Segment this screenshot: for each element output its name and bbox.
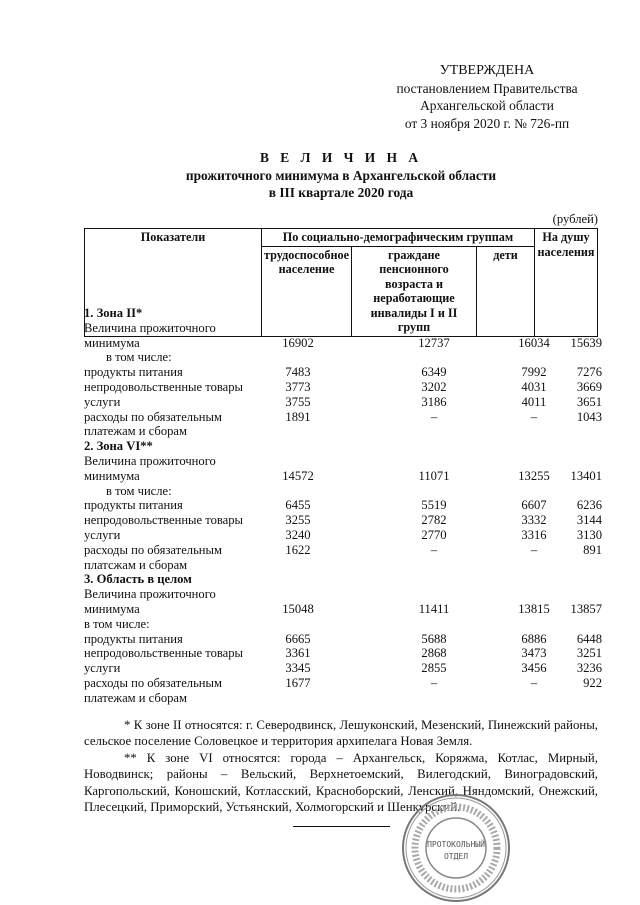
row-value: –	[530, 542, 538, 557]
table-row	[84, 454, 598, 469]
approval-line: Архангельской области	[420, 98, 554, 113]
table-row	[84, 646, 602, 661]
header-working: трудоспособное население	[262, 246, 352, 336]
header-pensioners: граждане пенсионного возраста и неработающие инвалиды I и II групп	[352, 246, 477, 336]
header-groups: По социально-демографическим группам	[262, 229, 535, 247]
section-heading-row	[84, 572, 598, 587]
table-body	[84, 306, 602, 706]
table-row	[84, 365, 602, 380]
table-row	[84, 527, 602, 543]
section-heading-row	[84, 306, 598, 321]
row-label: 1. Зона II*	[84, 306, 143, 320]
row-value: 3255	[285, 513, 311, 528]
table-row	[84, 631, 602, 647]
row-value: 3473	[521, 646, 547, 661]
row-value: 6448	[576, 631, 602, 646]
row-label: продукты питания	[84, 631, 183, 646]
title-line: в III квартале 2020 года	[268, 185, 414, 200]
stamp-text: ОТДЕЛ	[443, 852, 469, 861]
row-value: 922	[583, 675, 602, 690]
row-value: 6607	[521, 498, 547, 513]
row-value: 15639	[570, 335, 602, 350]
row-value: 16902	[282, 335, 314, 350]
table-row	[84, 513, 602, 528]
row-label: расходы по обязательным	[84, 409, 222, 424]
row-label: Величина прожиточного	[84, 320, 216, 335]
stamp-seal	[400, 792, 512, 904]
row-value: –	[430, 542, 438, 557]
row-label: расходы по обязательным	[84, 542, 222, 557]
row-value: 3456	[521, 661, 547, 676]
row-value: 7276	[576, 365, 602, 380]
row-value: –	[530, 675, 538, 690]
footnote: * К зоне II относятся: г. Северодвинск, Лешуконский, Мезенский, Пинежский районы, сельское поселение Соловецкое и территория архипелага Новая Земля.	[84, 718, 598, 749]
row-label: платежам и сборам	[84, 424, 187, 439]
document-title	[84, 149, 598, 202]
row-value: 3755	[285, 394, 311, 409]
row-value: 6886	[521, 631, 547, 646]
row-value: 1622	[285, 542, 311, 557]
row-value: –	[430, 409, 438, 424]
row-label: в том числе:	[84, 616, 150, 631]
row-value: 13255	[518, 468, 550, 483]
table-row	[84, 617, 598, 632]
row-label: 3. Область в целом	[84, 572, 192, 587]
row-label: непродовольственные товары	[84, 379, 244, 394]
row-label: услуги	[84, 394, 121, 409]
row-value: 3651	[576, 394, 602, 409]
row-value: 5688	[421, 631, 447, 646]
table-row	[84, 409, 602, 425]
row-value: 6349	[421, 365, 447, 380]
row-value: 2855	[421, 661, 447, 676]
row-label: продукты питания	[84, 498, 183, 513]
title-word: В Е Л И Ч И Н А	[259, 150, 423, 165]
row-value: 1891	[285, 409, 311, 424]
table-row	[84, 424, 598, 439]
row-value: 2782	[421, 513, 447, 528]
approval-line: от 3 ноября 2020 г. № 726-пп	[404, 115, 570, 131]
table-row	[84, 498, 602, 513]
row-value: 3240	[285, 527, 311, 542]
row-value: 13815	[518, 601, 550, 616]
row-value: 3773	[285, 379, 311, 394]
header-indicators: Показатели	[85, 229, 262, 337]
table-row	[84, 542, 602, 558]
row-label: непродовольственные товары	[84, 646, 244, 661]
row-label: минимума	[84, 335, 140, 350]
row-value: 3332	[521, 513, 547, 528]
table-row	[84, 558, 598, 573]
row-label: Величина прожиточного	[84, 587, 216, 602]
table-row	[84, 601, 602, 617]
footnote: ** К зоне VI относятся: города – Архангельск, Коряжма, Котлас, Мирный, Новодвинск; районы – Вельский, Верхнетоемский, Вилегодский, Виноградовский, Каргопольский, Коношский, Котласский, Красноборский, Ленский, Няндомский, Онежский, Плесецкий, Приморский, Устьянский, Холмогорский и Шенкурский.	[84, 750, 598, 815]
row-value: –	[530, 409, 538, 424]
row-value: 1043	[576, 409, 602, 424]
row-value: 11071	[418, 468, 450, 483]
row-value: 4031	[521, 379, 547, 394]
row-value: 3144	[576, 513, 602, 528]
stamp-text: ПРОТОКОЛЬНЫЙ	[427, 840, 485, 849]
table-row	[84, 321, 598, 336]
row-value: 3236	[576, 661, 602, 676]
row-value: 15048	[282, 601, 314, 616]
row-label: Величина прожиточного	[84, 453, 216, 468]
row-value: 14572	[282, 468, 314, 483]
row-value: 3186	[421, 394, 447, 409]
row-value: 5519	[421, 498, 447, 513]
row-value: 13857	[570, 601, 602, 616]
row-value: 2770	[421, 527, 447, 542]
row-label: минимума	[84, 601, 140, 616]
row-value: 1677	[285, 675, 311, 690]
table-row	[84, 394, 602, 410]
row-label: платсжам и сборам	[84, 557, 188, 572]
row-value: 2868	[421, 646, 447, 661]
table-row	[84, 350, 598, 365]
row-value: 13401	[570, 468, 602, 483]
approval-heading: УТВЕРЖДЕНА	[439, 63, 535, 78]
table-row	[84, 379, 602, 395]
table-row	[84, 675, 602, 691]
row-value: 4011	[521, 394, 547, 409]
section-heading-row	[84, 439, 598, 454]
row-value: 7483	[285, 365, 311, 380]
row-value: 6236	[576, 498, 602, 513]
row-value: 16034	[518, 335, 550, 350]
row-label: продукты питания	[84, 365, 183, 380]
header-per-capita: На душу населения	[535, 229, 598, 337]
row-value: 12737	[418, 335, 450, 350]
row-value: 891	[583, 542, 602, 557]
row-value: 7992	[521, 365, 547, 380]
row-label: минимума	[84, 468, 140, 483]
footnotes	[84, 717, 598, 815]
table-row	[84, 691, 598, 706]
table-row	[84, 587, 598, 602]
row-value: –	[430, 675, 438, 690]
title-line: прожиточного минимума в Архангельской области	[185, 167, 497, 183]
row-value: 6455	[285, 498, 311, 513]
header-children: дети	[477, 246, 535, 336]
table-row	[84, 468, 602, 484]
row-value: 3345	[285, 661, 311, 676]
row-value: 3251	[576, 646, 602, 661]
table-row	[84, 484, 598, 499]
row-label: платежам и сборам	[84, 690, 187, 705]
table-row	[84, 335, 602, 351]
row-value: 3130	[576, 527, 602, 542]
row-label: услуги	[84, 527, 121, 542]
row-value: 6665	[285, 631, 311, 646]
row-label: в том числе:	[106, 483, 172, 498]
approval-block	[370, 62, 604, 132]
table-row	[84, 661, 602, 676]
row-label: расходы по обязательным	[84, 675, 222, 690]
row-label: в том числе:	[106, 350, 172, 365]
row-label: услуги	[84, 661, 121, 676]
unit-label: (рублей)	[552, 212, 598, 226]
approval-line: постановлением Правительства	[396, 80, 578, 96]
row-value: 3202	[421, 379, 447, 394]
row-value: 3361	[285, 646, 311, 661]
row-value: 3669	[576, 379, 602, 394]
row-value: 11411	[418, 601, 450, 616]
row-label: непродовольственные товары	[84, 513, 244, 528]
signature-line	[293, 826, 390, 827]
row-value: 3316	[521, 527, 547, 542]
row-label: 2. Зона VI**	[84, 439, 153, 454]
